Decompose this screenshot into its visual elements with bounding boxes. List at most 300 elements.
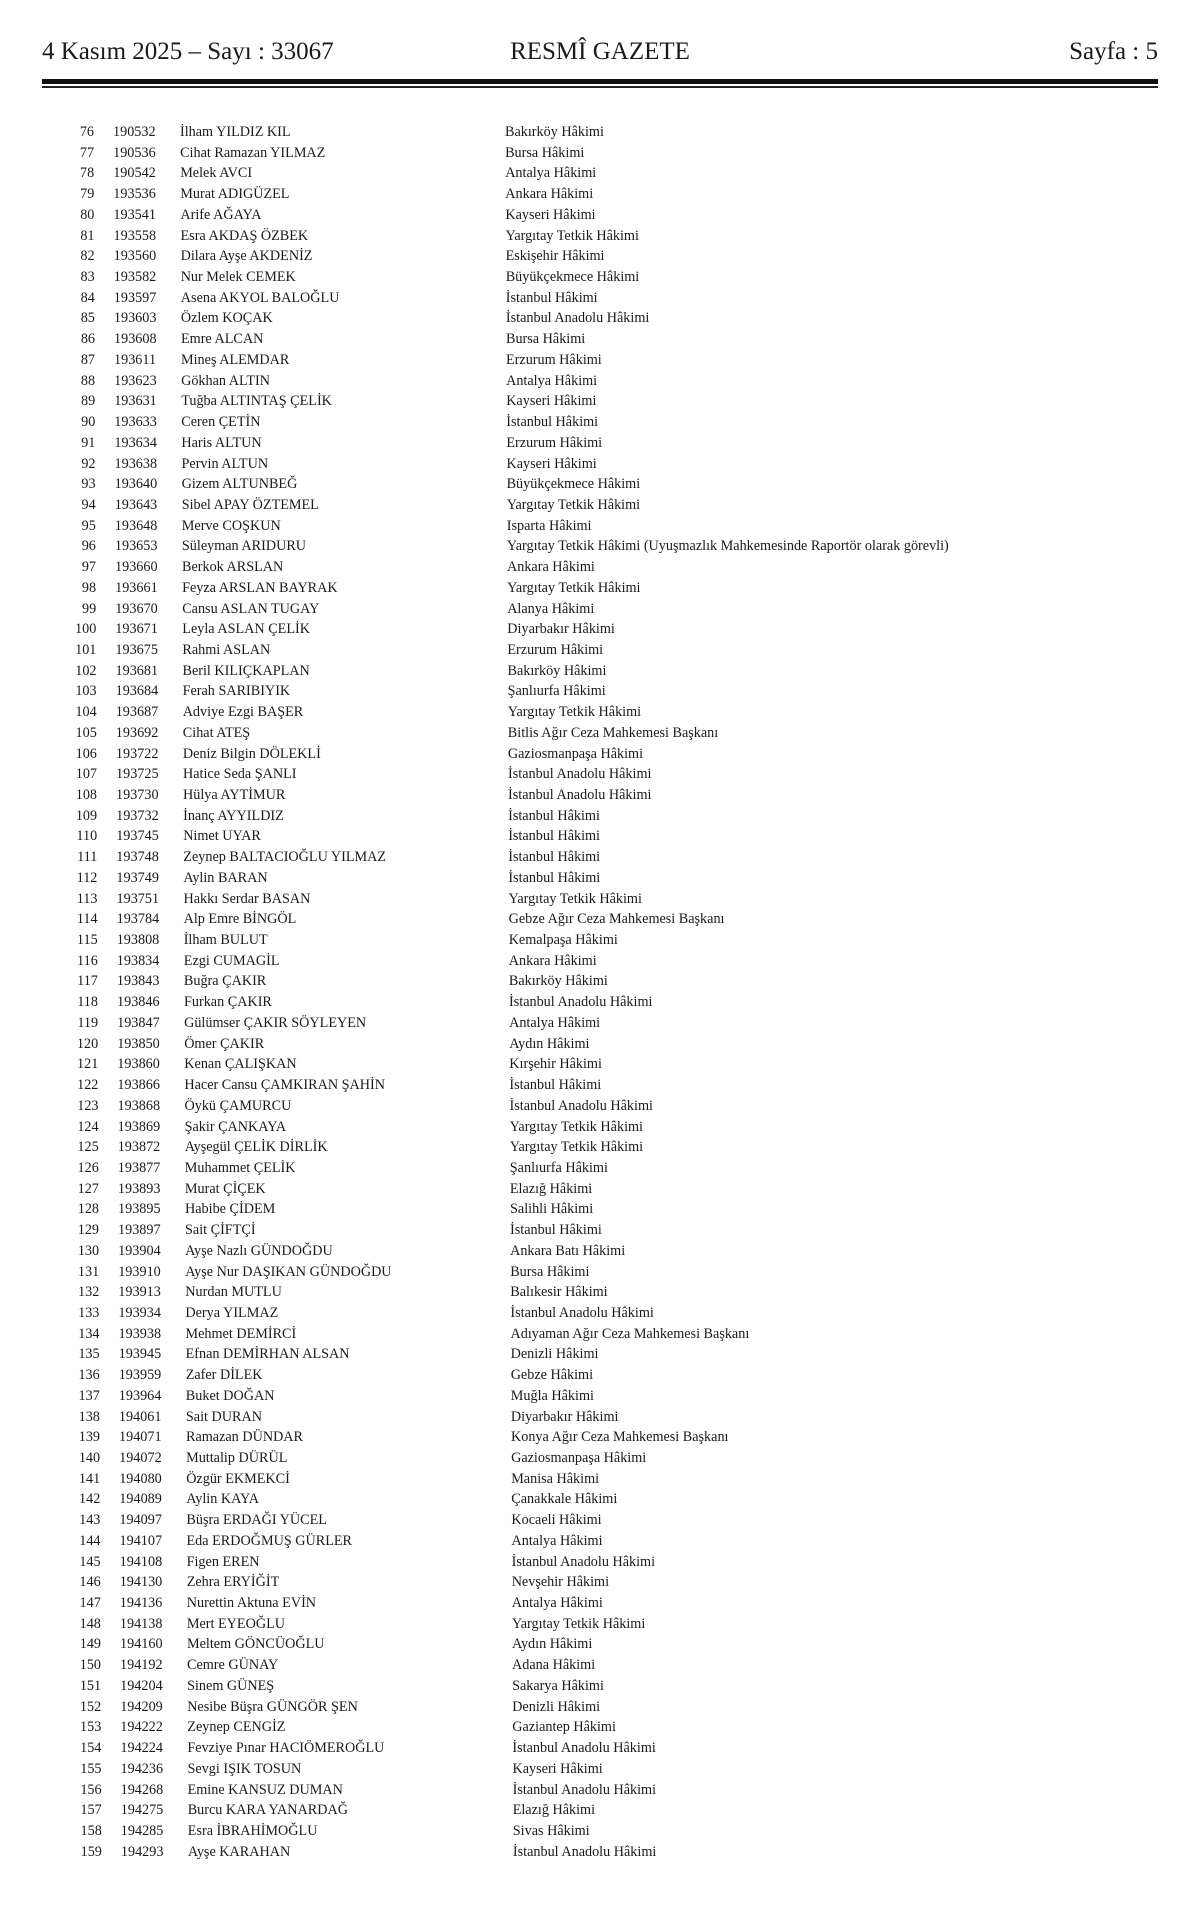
row-number: 92 bbox=[81, 455, 96, 472]
registry-number: 193597 bbox=[113, 289, 157, 306]
registry-number: 190542 bbox=[113, 165, 156, 182]
assigned-position: İstanbul Hâkimi bbox=[510, 1222, 602, 1239]
row-number: 120 bbox=[76, 1035, 99, 1052]
assigned-position: Bakırköy Hâkimi bbox=[507, 662, 607, 679]
row-number: 149 bbox=[79, 1636, 101, 1653]
assigned-position: Denizli Hâkimi bbox=[512, 1698, 601, 1715]
row-number: 113 bbox=[76, 890, 98, 907]
header-rule-thick bbox=[42, 79, 1158, 84]
assigned-position: Yargıtay Tetkik Hâkimi bbox=[505, 227, 639, 244]
person-name: Melek AVCI bbox=[180, 165, 253, 182]
list-row bbox=[0, 785, 1200, 806]
registry-number: 193687 bbox=[115, 704, 159, 721]
list-row bbox=[0, 868, 1200, 889]
assigned-position: İstanbul Anadolu Hâkimi bbox=[509, 994, 653, 1011]
list-row bbox=[0, 1800, 1200, 1821]
page-header bbox=[42, 38, 1158, 78]
assigned-position: Aydın Hâkimi bbox=[512, 1636, 593, 1653]
assigned-position: Kayseri Hâkimi bbox=[506, 455, 597, 472]
row-number: 119 bbox=[77, 1014, 99, 1031]
registry-number: 193582 bbox=[113, 269, 157, 286]
assigned-position: Ankara Hâkimi bbox=[507, 559, 595, 576]
person-name: Zehra ERYİĞİT bbox=[186, 1574, 280, 1591]
person-name: Derya YILMAZ bbox=[185, 1304, 279, 1321]
row-number: 116 bbox=[77, 952, 98, 969]
list-row bbox=[0, 1054, 1200, 1075]
assigned-position: Yargıtay Tetkik Hâkimi bbox=[506, 496, 641, 513]
registry-number: 193675 bbox=[115, 641, 158, 658]
list-row bbox=[0, 744, 1200, 765]
row-number: 135 bbox=[78, 1346, 100, 1363]
assigned-position: Şanlıurfa Hâkimi bbox=[509, 1159, 608, 1176]
row-number: 114 bbox=[76, 911, 98, 928]
row-number: 157 bbox=[80, 1802, 102, 1819]
list-row bbox=[0, 889, 1200, 910]
person-name: Hatice Seda ŞANLI bbox=[183, 766, 297, 783]
list-row bbox=[0, 433, 1200, 454]
registry-number: 194130 bbox=[119, 1574, 163, 1591]
assigned-position: Büyükçekmece Hâkimi bbox=[505, 269, 640, 286]
registry-number: 193910 bbox=[118, 1263, 161, 1280]
row-number: 150 bbox=[79, 1657, 101, 1674]
person-name: Dilara Ayşe AKDENİZ bbox=[180, 248, 313, 265]
registry-number: 193938 bbox=[118, 1325, 162, 1342]
assigned-position: Şanlıurfa Hâkimi bbox=[507, 683, 606, 700]
assigned-position: Erzurum Hâkimi bbox=[506, 351, 602, 368]
person-name: Cihat ATEŞ bbox=[182, 724, 251, 741]
row-number: 85 bbox=[80, 310, 95, 327]
row-number: 96 bbox=[81, 538, 96, 555]
person-name: Tuğba ALTINTAŞ ÇELİK bbox=[181, 393, 332, 410]
row-number: 134 bbox=[78, 1325, 100, 1342]
list-row bbox=[0, 288, 1200, 309]
row-number: 87 bbox=[80, 351, 95, 368]
row-number: 78 bbox=[80, 165, 95, 182]
registry-number: 193904 bbox=[118, 1242, 161, 1259]
list-row bbox=[0, 495, 1200, 516]
assigned-position: İstanbul Hâkimi bbox=[508, 807, 600, 824]
list-row bbox=[0, 1842, 1200, 1863]
list-row bbox=[0, 1075, 1200, 1096]
registry-number: 193869 bbox=[117, 1118, 161, 1135]
person-name: Furkan ÇAKIR bbox=[184, 994, 272, 1011]
person-name: Ayşegül ÇELİK DİRLİK bbox=[184, 1139, 328, 1156]
assigned-position: İstanbul Anadolu Hâkimi bbox=[512, 1781, 657, 1798]
person-name: Nesibe Büşra GÜNGÖR ŞEN bbox=[187, 1698, 358, 1715]
list-row bbox=[0, 1282, 1200, 1303]
person-name: Nimet UYAR bbox=[183, 828, 261, 845]
assigned-position: İstanbul Hâkimi bbox=[505, 289, 598, 306]
row-number: 110 bbox=[76, 828, 98, 845]
person-name: İnanç AYYILDIZ bbox=[183, 807, 284, 824]
registry-number: 193638 bbox=[114, 455, 158, 472]
person-name: Alp Emre BİNGÖL bbox=[183, 911, 297, 928]
assigned-position: Erzurum Hâkimi bbox=[506, 434, 603, 451]
issue-date-number: 4 Kasım 2025 – Sayı : 33067 bbox=[42, 38, 334, 65]
row-number: 154 bbox=[80, 1740, 102, 1757]
row-number: 94 bbox=[81, 496, 96, 513]
person-name: Habibe ÇİDEM bbox=[185, 1201, 276, 1218]
assigned-position: Kayseri Hâkimi bbox=[512, 1760, 603, 1777]
registry-number: 193692 bbox=[115, 724, 159, 741]
person-name: Feyza ARSLAN BAYRAK bbox=[182, 579, 338, 596]
person-name: Ramazan DÜNDAR bbox=[186, 1429, 304, 1446]
assigned-position: Kırşehir Hâkimi bbox=[509, 1056, 602, 1073]
list-row bbox=[0, 1593, 1200, 1614]
registry-number: 194224 bbox=[120, 1740, 163, 1757]
assigned-position: Gaziantep Hâkimi bbox=[512, 1719, 616, 1736]
list-row bbox=[0, 1510, 1200, 1531]
person-name: Emre ALCAN bbox=[181, 331, 264, 348]
registry-number: 194222 bbox=[120, 1719, 163, 1736]
person-name: Sibel APAY ÖZTEMEL bbox=[181, 496, 319, 513]
row-number: 83 bbox=[80, 269, 95, 286]
list-row bbox=[0, 909, 1200, 930]
list-row bbox=[0, 1780, 1200, 1801]
person-name: Merve COŞKUN bbox=[181, 517, 281, 534]
row-number: 133 bbox=[78, 1304, 100, 1321]
registry-number: 193648 bbox=[114, 517, 158, 534]
row-number: 159 bbox=[80, 1843, 102, 1860]
list-row bbox=[0, 1697, 1200, 1718]
person-name: Mert EYEOĞLU bbox=[186, 1615, 285, 1632]
registry-number: 193959 bbox=[118, 1367, 162, 1384]
person-name: Arife AĞAYA bbox=[180, 206, 262, 223]
assigned-position: İstanbul Anadolu Hâkimi bbox=[505, 310, 650, 327]
assigned-position: Sakarya Hâkimi bbox=[512, 1677, 604, 1694]
list-row bbox=[0, 1469, 1200, 1490]
registry-number: 193897 bbox=[118, 1222, 161, 1239]
person-name: İlham BULUT bbox=[183, 932, 268, 949]
person-name: Figen EREN bbox=[186, 1553, 260, 1570]
person-name: Sinem GÜNEŞ bbox=[187, 1677, 275, 1694]
person-name: Leyla ASLAN ÇELİK bbox=[182, 621, 310, 638]
header-rule-thin bbox=[42, 86, 1158, 88]
person-name: Ayşe Nur DAŞIKAN GÜNDOĞDU bbox=[185, 1263, 392, 1280]
person-name: Adviye Ezgi BAŞER bbox=[182, 704, 304, 721]
person-name: Meltem GÖNCÜOĞLU bbox=[187, 1636, 325, 1653]
person-name: Asena AKYOL BALOĞLU bbox=[180, 289, 340, 306]
assigned-position: İstanbul Anadolu Hâkimi bbox=[510, 1304, 654, 1321]
row-number: 130 bbox=[77, 1242, 100, 1259]
registry-number: 194080 bbox=[119, 1470, 162, 1487]
list-row bbox=[0, 640, 1200, 661]
assigned-position: Salihli Hâkimi bbox=[510, 1201, 594, 1218]
assigned-position: İstanbul Anadolu Hâkimi bbox=[508, 766, 652, 783]
assigned-position: Kocaeli Hâkimi bbox=[511, 1512, 602, 1529]
registry-number: 194285 bbox=[120, 1822, 164, 1839]
row-number: 142 bbox=[79, 1491, 101, 1508]
row-number: 137 bbox=[78, 1387, 100, 1404]
list-row bbox=[0, 474, 1200, 495]
list-row bbox=[0, 578, 1200, 599]
registry-number: 193751 bbox=[116, 890, 160, 907]
list-row bbox=[0, 661, 1200, 682]
registry-number: 190532 bbox=[113, 124, 156, 140]
assigned-position: Diyarbakır Hâkimi bbox=[510, 1408, 619, 1425]
person-name: Cihat Ramazan YILMAZ bbox=[180, 144, 326, 161]
registry-number: 194108 bbox=[119, 1553, 163, 1570]
registry-number: 194071 bbox=[119, 1429, 162, 1446]
person-name: Nurdan MUTLU bbox=[185, 1284, 282, 1301]
registry-number: 193560 bbox=[113, 248, 157, 265]
row-number: 79 bbox=[80, 186, 95, 203]
row-number: 76 bbox=[79, 124, 94, 140]
row-number: 104 bbox=[75, 704, 97, 721]
row-number: 148 bbox=[79, 1615, 101, 1632]
registry-number: 194268 bbox=[120, 1781, 164, 1798]
assigned-position: Kayseri Hâkimi bbox=[506, 393, 597, 410]
registry-number: 194138 bbox=[119, 1615, 163, 1632]
row-number: 139 bbox=[78, 1429, 100, 1446]
row-number: 86 bbox=[80, 331, 95, 348]
row-number: 99 bbox=[82, 600, 97, 617]
row-number: 136 bbox=[78, 1367, 100, 1384]
registry-number: 193623 bbox=[114, 372, 157, 389]
registry-number: 194293 bbox=[120, 1843, 164, 1860]
list-row bbox=[0, 992, 1200, 1013]
list-row bbox=[0, 826, 1200, 847]
list-row bbox=[0, 1531, 1200, 1552]
person-name: Öykü ÇAMURCU bbox=[184, 1097, 292, 1114]
registry-number: 193558 bbox=[113, 227, 157, 244]
person-name: Mehmet DEMİRCİ bbox=[185, 1325, 297, 1342]
registry-number: 193868 bbox=[117, 1097, 161, 1114]
registry-number: 194097 bbox=[119, 1512, 162, 1529]
appointment-list bbox=[0, 122, 1200, 1862]
row-number: 100 bbox=[75, 621, 97, 638]
row-number: 123 bbox=[77, 1097, 99, 1114]
assigned-position: İstanbul Hâkimi bbox=[506, 414, 599, 431]
registry-number: 194236 bbox=[120, 1760, 164, 1777]
person-name: Muhammet ÇELİK bbox=[184, 1159, 296, 1176]
row-number: 82 bbox=[80, 248, 95, 265]
registry-number: 193860 bbox=[117, 1056, 160, 1073]
list-row bbox=[0, 1448, 1200, 1469]
person-name: Ayşe KARAHAN bbox=[187, 1843, 291, 1860]
row-number: 101 bbox=[75, 641, 97, 658]
registry-number: 194089 bbox=[119, 1491, 162, 1508]
registry-number: 193895 bbox=[118, 1201, 161, 1218]
list-row bbox=[0, 163, 1200, 184]
list-row bbox=[0, 1365, 1200, 1386]
registry-number: 193608 bbox=[114, 331, 157, 348]
row-number: 111 bbox=[77, 849, 98, 866]
list-row bbox=[0, 557, 1200, 578]
assigned-position: Büyükçekmece Hâkimi bbox=[506, 476, 641, 493]
list-row bbox=[0, 847, 1200, 868]
registry-number: 194160 bbox=[120, 1636, 163, 1653]
person-name: Hülya AYTİMUR bbox=[183, 787, 286, 803]
assigned-position: İstanbul Anadolu Hâkimi bbox=[512, 1740, 656, 1757]
list-row bbox=[0, 1013, 1200, 1034]
row-number: 80 bbox=[80, 206, 95, 223]
registry-number: 193893 bbox=[117, 1180, 161, 1197]
registry-number: 193847 bbox=[117, 1014, 160, 1031]
person-name: Şakir ÇANKAYA bbox=[184, 1118, 287, 1135]
assigned-position: Aydın Hâkimi bbox=[509, 1035, 590, 1052]
registry-number: 193748 bbox=[116, 849, 159, 866]
person-name: Buket DOĞAN bbox=[185, 1387, 275, 1404]
person-name: Muttalip DÜRÜL bbox=[186, 1450, 288, 1466]
registry-number: 194136 bbox=[119, 1595, 163, 1612]
assigned-position: Antalya Hâkimi bbox=[506, 372, 598, 389]
assigned-position: Antalya Hâkimi bbox=[511, 1532, 603, 1549]
registry-number: 193671 bbox=[115, 621, 158, 638]
list-row bbox=[0, 1489, 1200, 1510]
row-number: 105 bbox=[75, 724, 97, 741]
assigned-position: Kemalpaşa Hâkimi bbox=[508, 932, 618, 949]
assigned-position: Yargıtay Tetkik Hâkimi bbox=[508, 890, 642, 907]
row-number: 118 bbox=[77, 994, 98, 1011]
assigned-position: Antalya Hâkimi bbox=[509, 1014, 601, 1031]
list-row bbox=[0, 1117, 1200, 1138]
assigned-position: Bakırköy Hâkimi bbox=[505, 124, 604, 140]
assigned-position: Diyarbakır Hâkimi bbox=[507, 621, 615, 638]
row-number: 124 bbox=[77, 1118, 99, 1135]
row-number: 122 bbox=[77, 1077, 99, 1094]
list-row bbox=[0, 806, 1200, 827]
registry-number: 193661 bbox=[115, 579, 158, 596]
registry-number: 193643 bbox=[114, 496, 158, 513]
registry-number: 193633 bbox=[114, 414, 157, 431]
person-name: Burcu KARA YANARDAĞ bbox=[187, 1802, 348, 1819]
person-name: Gülümser ÇAKIR SÖYLEYEN bbox=[184, 1014, 367, 1031]
registry-number: 193722 bbox=[115, 745, 159, 762]
row-number: 146 bbox=[79, 1574, 101, 1591]
row-number: 91 bbox=[81, 434, 96, 451]
row-number: 102 bbox=[75, 662, 97, 679]
row-number: 90 bbox=[81, 414, 96, 431]
registry-number: 193670 bbox=[115, 600, 158, 617]
list-row bbox=[0, 1407, 1200, 1428]
list-row bbox=[0, 412, 1200, 433]
person-name: Buğra ÇAKIR bbox=[183, 973, 267, 990]
person-name: Ferah SARIBIYIK bbox=[182, 683, 291, 700]
registry-number: 193660 bbox=[115, 559, 158, 576]
person-name: Beril KILIÇKAPLAN bbox=[182, 662, 310, 679]
registry-number: 193934 bbox=[118, 1304, 161, 1321]
row-number: 103 bbox=[75, 683, 97, 700]
list-row bbox=[0, 702, 1200, 723]
person-name: Eda ERDOĞMUŞ GÜRLER bbox=[186, 1532, 353, 1549]
person-name: Ayşe Nazlı GÜNDOĞDU bbox=[185, 1242, 333, 1259]
row-number: 156 bbox=[80, 1781, 102, 1798]
assigned-position: Denizli Hâkimi bbox=[510, 1346, 599, 1363]
list-row bbox=[0, 1220, 1200, 1241]
row-number: 126 bbox=[77, 1159, 99, 1176]
assigned-position: İstanbul Hâkimi bbox=[508, 849, 601, 866]
list-row bbox=[0, 1324, 1200, 1345]
list-row bbox=[0, 1199, 1200, 1220]
assigned-position: Erzurum Hâkimi bbox=[507, 641, 604, 658]
registry-number: 193603 bbox=[113, 310, 157, 327]
person-name: Gizem ALTUNBEĞ bbox=[181, 476, 298, 493]
assigned-position: Yargıtay Tetkik Hâkimi bbox=[509, 1118, 643, 1135]
assigned-position: Ankara Batı Hâkimi bbox=[510, 1242, 626, 1259]
assigned-position: İstanbul Hâkimi bbox=[508, 869, 601, 886]
registry-number: 193684 bbox=[115, 683, 159, 700]
row-number: 112 bbox=[76, 869, 98, 886]
list-row bbox=[0, 1427, 1200, 1448]
assigned-position: Alanya Hâkimi bbox=[507, 600, 595, 617]
row-number: 115 bbox=[76, 932, 98, 949]
assigned-position: Sivas Hâkimi bbox=[512, 1822, 590, 1839]
assigned-position: Gaziosmanpaşa Hâkimi bbox=[507, 745, 644, 762]
assigned-position: Ankara Hâkimi bbox=[505, 186, 594, 203]
assigned-position: Yargıtay Tetkik Hâkimi bbox=[511, 1615, 646, 1632]
person-name: Sait DURAN bbox=[185, 1408, 262, 1425]
assigned-position: Bursa Hâkimi bbox=[505, 144, 585, 161]
person-name: Sait ÇİFTÇİ bbox=[185, 1222, 256, 1239]
registry-number: 193846 bbox=[117, 994, 160, 1011]
assigned-position: Yargıtay Tetkik Hâkimi bbox=[507, 704, 642, 721]
person-name: Cansu ASLAN TUGAY bbox=[182, 600, 320, 617]
list-row bbox=[0, 681, 1200, 702]
row-number: 121 bbox=[77, 1056, 99, 1073]
assigned-position: Elazığ Hâkimi bbox=[509, 1180, 593, 1197]
list-row bbox=[0, 122, 1200, 143]
list-row bbox=[0, 267, 1200, 288]
assigned-position: Isparta Hâkimi bbox=[506, 517, 592, 534]
person-name: Deniz Bilgin DÖLEKLİ bbox=[182, 745, 321, 762]
assigned-position: Yargıtay Tetkik Hâkimi (Uyuşmazlık Mahkemesinde Raportör olarak görevli) bbox=[506, 538, 949, 555]
assigned-position: Yargıtay Tetkik Hâkimi bbox=[507, 579, 641, 596]
row-number: 97 bbox=[81, 559, 96, 576]
row-number: 145 bbox=[79, 1553, 101, 1570]
row-number: 144 bbox=[79, 1532, 101, 1549]
list-row bbox=[0, 454, 1200, 475]
list-row bbox=[0, 1614, 1200, 1635]
row-number: 152 bbox=[79, 1698, 102, 1715]
assigned-position: Kayseri Hâkimi bbox=[505, 206, 596, 223]
person-name: Nurettin Aktuna EVİN bbox=[186, 1595, 317, 1612]
assigned-position: İstanbul Anadolu Hâkimi bbox=[509, 1097, 653, 1114]
row-number: 107 bbox=[75, 766, 97, 783]
person-name: Zeynep BALTACIOĞLU YILMAZ bbox=[183, 849, 387, 866]
list-row bbox=[0, 1034, 1200, 1055]
assigned-position: İstanbul Hâkimi bbox=[508, 828, 600, 845]
assigned-position: Manisa Hâkimi bbox=[511, 1470, 600, 1487]
registry-number: 193964 bbox=[118, 1387, 162, 1404]
person-name: İlham YILDIZ KIL bbox=[180, 124, 291, 140]
list-row bbox=[0, 246, 1200, 267]
person-name: Aylin KAYA bbox=[186, 1491, 259, 1508]
registry-number: 193745 bbox=[116, 828, 159, 845]
row-number: 153 bbox=[80, 1719, 102, 1736]
row-number: 155 bbox=[80, 1760, 102, 1777]
assigned-position: Gebze Ağır Ceza Mahkemesi Başkanı bbox=[508, 911, 725, 928]
row-number: 138 bbox=[78, 1408, 100, 1425]
row-number: 117 bbox=[77, 973, 98, 990]
assigned-position: Antalya Hâkimi bbox=[511, 1595, 603, 1612]
person-name: Fevziye Pınar HACIÖMEROĞLU bbox=[187, 1740, 385, 1757]
assigned-position: Gebze Hâkimi bbox=[510, 1367, 594, 1384]
list-row bbox=[0, 971, 1200, 992]
list-row bbox=[0, 329, 1200, 350]
list-row bbox=[0, 184, 1200, 205]
registry-number: 194275 bbox=[120, 1802, 164, 1819]
list-row bbox=[0, 723, 1200, 744]
registry-number: 193541 bbox=[113, 206, 156, 223]
list-row bbox=[0, 1386, 1200, 1407]
person-name: Hakkı Serdar BASAN bbox=[183, 890, 311, 907]
person-name: Ömer ÇAKIR bbox=[184, 1035, 265, 1052]
assigned-position: Adana Hâkimi bbox=[512, 1657, 596, 1674]
list-row bbox=[0, 1738, 1200, 1759]
registry-number: 193653 bbox=[114, 538, 158, 555]
list-row bbox=[0, 1344, 1200, 1365]
